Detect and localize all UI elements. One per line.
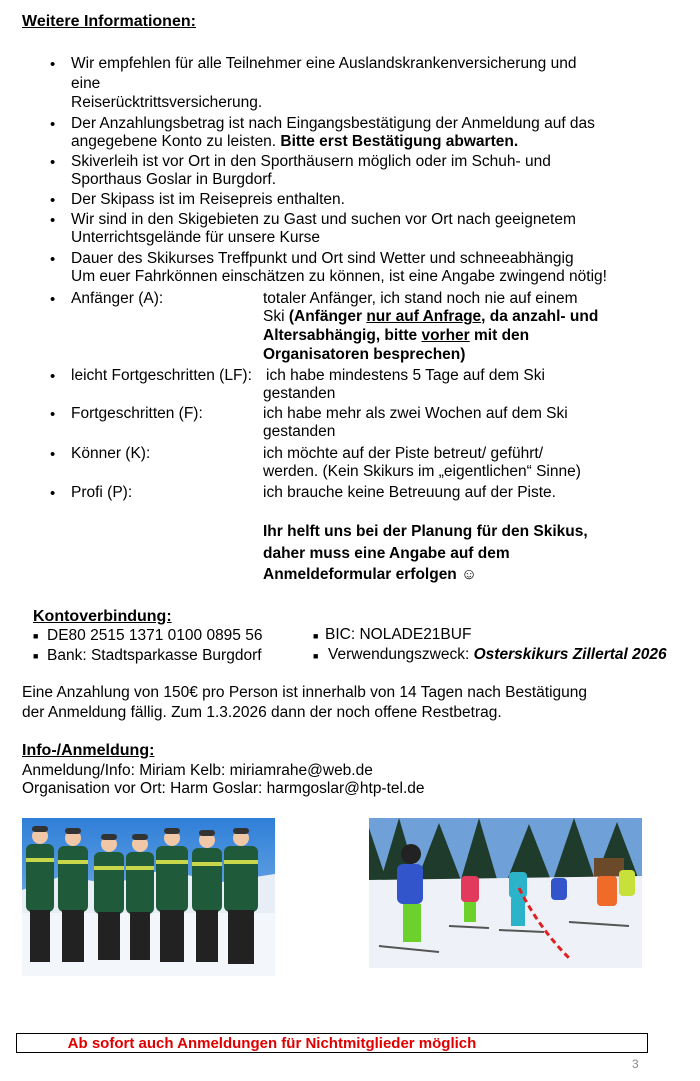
bullet-dot: • (50, 116, 56, 133)
bullet-dot: • (50, 154, 56, 171)
level-k-label: Könner (K): (71, 445, 151, 462)
bullet-5-line-2: Unterrichtsgelände für unsere Kurse (71, 229, 320, 246)
square-bullet-icon: ■ (313, 651, 319, 661)
bullet-3-line-2: Sporthaus Goslar in Burgdorf. (71, 171, 277, 188)
footer-notice-box (16, 1033, 648, 1053)
account-heading: Kontoverbindung: (33, 608, 172, 625)
level-a-desc-1: totaler Anfänger, ich stand noch nie auf einem (263, 290, 578, 307)
account-bic: BIC: NOLADE21BUF (325, 626, 472, 643)
bullet-dot: • (50, 368, 56, 385)
square-bullet-icon: ■ (33, 631, 39, 641)
bullet-dot: • (50, 291, 56, 308)
level-a-desc-3: Altersabhängig, bitte vorher mit den (263, 327, 530, 344)
level-p-label: Profi (P): (71, 484, 133, 501)
closing-line-2: daher muss eine Angabe auf dem (263, 545, 510, 562)
square-bullet-icon: ■ (313, 631, 319, 641)
account-iban: DE80 2515 1371 0100 0895 56 (47, 627, 263, 644)
level-lf-desc-2: gestanden (263, 385, 336, 402)
bullet-2-bold: Bitte erst Bestätigung abwarten. (276, 133, 519, 150)
level-a-desc-4: Organisatoren besprechen) (263, 346, 466, 363)
level-f-desc-1: ich habe mehr als zwei Wochen auf dem Ski (263, 405, 568, 422)
closing-line-3: Anmeldeformular erfolgen ☺ (263, 566, 477, 583)
bullet-dot: • (50, 406, 56, 423)
level-k-desc-2: werden. (Kein Skikurs im „eigentlichen“ Sinne) (263, 463, 581, 480)
bullet-2-line-2: angegebene Konto zu leisten. Bitte erst Bestätigung abwarten. (71, 133, 519, 150)
bullet-1-line-1: Wir empfehlen für alle Teilnehmer eine Auslandskrankenversicherung und (71, 55, 577, 72)
footer-notice: Ab sofort auch Anmeldungen für Nichtmitglieder möglich (67, 1035, 477, 1052)
level-lf-desc-1: ich habe mindestens 5 Tage auf dem Ski (266, 367, 545, 384)
bullet-2-line-1: Der Anzahlungsbetrag ist nach Eingangsbestätigung der Anmeldung auf das (71, 115, 595, 132)
bullet-3-line-1: Skiverleih ist vor Ort in den Sporthäusern möglich oder im Schuh- und (71, 153, 551, 170)
bullet-1-line-3: Reiserücktrittsversicherung. (71, 94, 263, 111)
bullet-dot: • (50, 485, 56, 502)
bullet-dot: • (50, 212, 56, 229)
bullet-4-line-1: Der Skipass ist im Reisepreis enthalten. (71, 191, 345, 208)
page-number: 3 (632, 1057, 639, 1071)
bullet-dot: • (50, 192, 56, 209)
group-photo (22, 818, 275, 976)
contact-line-2: Organisation vor Ort: Harm Goslar: harmgoslar@htp-tel.de (22, 780, 425, 797)
bullet-5-line-1: Wir sind in den Skigebieten zu Gast und suchen vor Ort nach geeignetem (71, 211, 576, 228)
closing-line-1: Ihr helft uns bei der Planung für den Skikus, (263, 523, 588, 540)
deposit-line-2: der Anmeldung fällig. Zum 1.3.2026 dann der noch offene Restbetrag. (22, 704, 502, 721)
account-purpose-value: Osterskikurs Zillertal 2026 (473, 646, 667, 663)
level-f-desc-2: gestanden (263, 423, 336, 440)
kids-ski-photo (369, 818, 642, 968)
level-a-desc-2: Ski (Anfänger nur auf Anfrage, da anzahl- und (263, 308, 599, 325)
deposit-line-1: Eine Anzahlung von 150€ pro Person ist innerhalb von 14 Tagen nach Bestätigung (22, 684, 588, 701)
level-k-desc-1: ich möchte auf der Piste betreut/ geführt/ (263, 445, 544, 462)
bullet-6-line-2: Um euer Fahrkönnen einschätzen zu können, ist eine Angabe zwingend nötig! (71, 268, 607, 285)
bullet-dot: • (50, 446, 56, 463)
bullet-dot: • (50, 56, 56, 73)
bullet-1-line-2: eine (71, 75, 101, 92)
square-bullet-icon: ■ (33, 651, 39, 661)
account-bank: Bank: Stadtsparkasse Burgdorf (47, 647, 262, 664)
account-purpose: Verwendungszweck: Osterskikurs Zillertal 2026 (328, 646, 667, 663)
level-p-desc-1: ich brauche keine Betreuung auf der Piste. (263, 484, 556, 501)
level-lf-label: leicht Fortgeschritten (LF): (71, 367, 252, 384)
info-heading: Weitere Informationen: (22, 13, 196, 30)
bullet-dot: • (50, 251, 56, 268)
contact-heading: Info-/Anmeldung: (22, 742, 155, 759)
bullet-6-line-1: Dauer des Skikurses Treffpunkt und Ort sind Wetter und schneeabhängig (71, 250, 574, 267)
level-f-label: Fortgeschritten (F): (71, 405, 203, 422)
level-a-label: Anfänger (A): (71, 290, 164, 307)
contact-line-1: Anmeldung/Info: Miriam Kelb: miriamrahe@web.de (22, 762, 373, 779)
